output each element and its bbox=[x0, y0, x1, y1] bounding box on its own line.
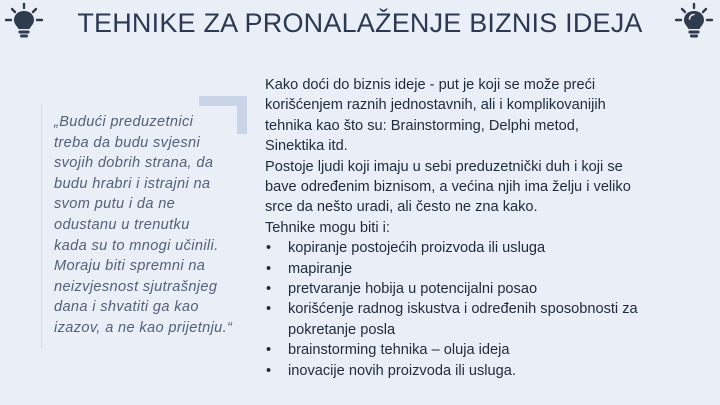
paragraph-line: Postoje ljudi koji imaju u sebi preduzetnički duh i koji se bbox=[265, 158, 623, 175]
list-item-continuation bbox=[265, 320, 715, 340]
list-item bbox=[265, 361, 715, 381]
quote-line: treba da budu svjesni bbox=[54, 134, 201, 151]
paragraph-line: korišćenjem raznih jednostavnih, ali i komplikovanijih bbox=[265, 97, 606, 114]
technique-list bbox=[265, 238, 715, 381]
list-item-text: inovacije novih proizvoda ili usluga. bbox=[288, 362, 516, 379]
slide-title: TEHNIKE ZA PRONALAŽENJE BIZNIS IDEJA bbox=[77, 8, 643, 38]
list-item bbox=[265, 238, 715, 258]
main-content bbox=[265, 75, 715, 381]
list-item-text: kopiranje postojećih proizvoda ili usluga bbox=[288, 240, 546, 257]
quote-line: izazov, a ne kao prijetnju.“ bbox=[54, 319, 233, 336]
bullet-icon: • bbox=[266, 342, 272, 359]
list-item bbox=[265, 259, 715, 279]
paragraph-line: Tehnike mogu biti i: bbox=[265, 219, 390, 236]
bullet-icon: • bbox=[266, 240, 272, 257]
quote-line: svojih dobrih strana, da bbox=[54, 155, 214, 172]
quote-line: neizvjesnost sjutrašnjeg bbox=[54, 278, 218, 295]
list-item bbox=[265, 279, 715, 299]
quote-line: budu hrabri i istrajni na bbox=[54, 175, 211, 192]
quote-block bbox=[54, 112, 259, 339]
quote-line: dana i shvatiti ga kao bbox=[54, 299, 199, 316]
list-item-text: pretvaranje hobija u potencijalni posao bbox=[288, 281, 538, 298]
list-item-text: pokretanje posla bbox=[288, 321, 396, 338]
bullet-icon: • bbox=[266, 260, 272, 277]
paragraph-line: Sinektika itd. bbox=[265, 138, 348, 155]
quote-line: svom putu i da ne bbox=[54, 196, 176, 213]
list-item-text: brainstorming tehnika – oluja ideja bbox=[288, 342, 510, 359]
list-item-text: korišćenje radnog iskustva i određenih sposobnosti za bbox=[288, 301, 638, 318]
list-item-text: mapiranje bbox=[288, 260, 353, 277]
quote-line: „Budući preduzetnici bbox=[54, 114, 194, 130]
paragraph-line: tehnika kao što su: Brainstorming, Delphi metod, bbox=[265, 117, 579, 134]
paragraph-line: Kako doći do biznis ideje - put je koji se može preći bbox=[265, 77, 596, 93]
list-item bbox=[265, 299, 715, 319]
paragraph-line: bave određenim biznisom, a većina njih ima želju i veliko bbox=[265, 179, 631, 196]
bullet-icon: • bbox=[266, 362, 272, 379]
quote-line: Moraju biti spremni na bbox=[54, 258, 206, 275]
quote-line: odustanu u trenutku bbox=[54, 216, 190, 233]
quote-line: kada su to mnogi učinili. bbox=[54, 237, 219, 254]
bullet-icon: • bbox=[266, 281, 272, 298]
bullet-icon: • bbox=[266, 301, 272, 318]
paragraph-line: srce da nešto uradi, ali često ne zna kako. bbox=[265, 199, 538, 216]
list-item bbox=[265, 340, 715, 360]
